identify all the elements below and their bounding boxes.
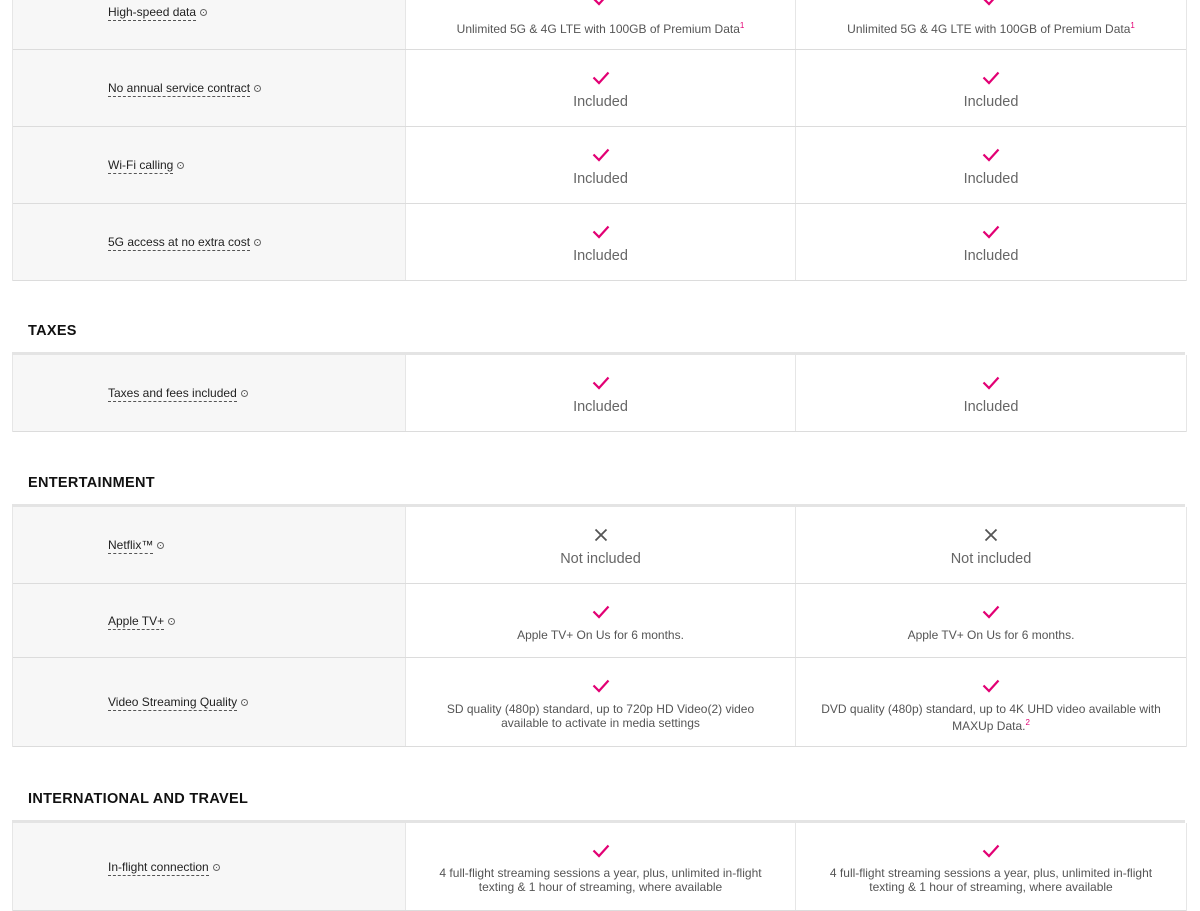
international-table [12, 823, 1187, 911]
plan-status: Included [573, 171, 628, 187]
feature-label-in-flight[interactable]: In-flight connection [108, 859, 209, 874]
plan-status: Included [573, 399, 628, 415]
check-icon [982, 679, 1000, 693]
table-row [13, 584, 1186, 658]
feature-cell [13, 584, 406, 657]
check-icon [982, 71, 1000, 85]
feature-cell [13, 127, 406, 203]
info-icon[interactable] [168, 618, 175, 625]
section-heading-international: INTERNATIONAL AND TRAVEL [28, 791, 249, 807]
table-row [13, 507, 1186, 584]
plan-note: 4 full-flight streaming sessions a year, plus, unlimited in-flight texting & 1 hour of streaming, where available [439, 866, 762, 894]
plan-a-cell [406, 823, 796, 910]
feature-label-apple-tv[interactable]: Apple TV+ [108, 613, 165, 628]
plan-note: DVD quality (480p) standard, up to 4K UHD video available with MAXUp Data. [821, 702, 1161, 733]
table-row [13, 204, 1186, 281]
feature-cell [13, 355, 406, 431]
check-icon [592, 71, 610, 85]
check-icon [982, 225, 1000, 239]
check-icon [982, 148, 1000, 162]
info-icon[interactable] [241, 699, 248, 706]
check-icon [592, 844, 610, 858]
table-row [13, 658, 1186, 747]
table-row [13, 355, 1186, 432]
plan-note: Apple TV+ On Us for 6 months. [517, 628, 684, 642]
section-heading-entertainment: ENTERTAINMENT [28, 475, 155, 491]
table-row [13, 50, 1186, 127]
table-row [13, 823, 1186, 911]
feature-cell [13, 0, 406, 49]
plan-note: Unlimited 5G & 4G LTE with 100GB of Premium Data [456, 22, 740, 36]
feature-label-netflix[interactable]: Netflix™ [108, 538, 154, 552]
info-icon[interactable] [157, 542, 164, 549]
close-icon [984, 528, 998, 542]
plan-b-cell [796, 355, 1186, 431]
plan-a-cell [406, 127, 796, 203]
check-icon [982, 0, 1000, 6]
plan-a-cell [406, 0, 796, 49]
entertainment-table [12, 507, 1187, 747]
feature-cell [13, 50, 406, 126]
info-icon[interactable] [254, 85, 261, 92]
plan-note: SD quality (480p) standard, up to 720p HD Video(2) video available to activate in media settings [446, 702, 755, 730]
footnote-link[interactable]: 1 [1130, 21, 1135, 30]
footnote-link[interactable]: 1 [739, 21, 745, 30]
check-icon [592, 605, 610, 619]
feature-label-5g-access[interactable]: 5G access at no extra cost [108, 235, 251, 249]
info-icon[interactable] [200, 9, 207, 16]
plan-b-cell [796, 823, 1186, 910]
plan-status: Included [963, 171, 1019, 187]
plan-b-cell [796, 0, 1186, 49]
plan-a-cell [406, 204, 796, 280]
plan-status: Not included [950, 551, 1032, 567]
info-icon[interactable] [177, 162, 184, 169]
plan-status: Included [963, 399, 1019, 415]
taxes-table [12, 355, 1187, 432]
table-row [13, 0, 1186, 50]
plan-status: Included [573, 94, 628, 110]
feature-cell [13, 507, 406, 583]
footnote-link[interactable]: 2 [1025, 718, 1030, 727]
plan-b-cell [796, 658, 1186, 746]
feature-cell [13, 658, 406, 746]
plan-a-cell [406, 507, 796, 583]
check-icon [592, 376, 610, 390]
plan-a-cell [406, 584, 796, 657]
info-icon[interactable] [213, 864, 220, 871]
check-icon [592, 679, 610, 693]
plan-b-cell [796, 584, 1186, 657]
plan-a-cell [406, 658, 796, 746]
check-icon [982, 844, 1000, 858]
plan-status: Included [963, 248, 1019, 264]
info-icon[interactable] [241, 390, 248, 397]
check-icon [592, 148, 610, 162]
info-icon[interactable] [254, 239, 261, 246]
plan-status: Included [573, 248, 628, 264]
check-icon [592, 0, 610, 6]
plan-b-cell [796, 204, 1186, 280]
section-heading-taxes: TAXES [28, 323, 77, 339]
feature-label-high-speed-data[interactable]: High-speed data [108, 5, 197, 19]
feature-label-wifi-calling[interactable]: Wi-Fi calling [108, 158, 174, 172]
plan-b-cell [796, 50, 1186, 126]
check-icon [982, 605, 1000, 619]
feature-label-video-streaming[interactable]: Video Streaming Quality [108, 695, 238, 709]
plan-b-cell [796, 127, 1186, 203]
plan-a-cell [406, 50, 796, 126]
plan-note: 4 full-flight streaming sessions a year, plus, unlimited in-flight texting & 1 hour of streaming, where available [829, 866, 1153, 894]
feature-cell [13, 823, 406, 910]
plan-status: Included [963, 94, 1019, 110]
plan-note: Unlimited 5G & 4G LTE with 100GB of Premium Data [847, 22, 1131, 36]
plan-note: Apple TV+ On Us for 6 months. [907, 628, 1075, 642]
feature-label-no-annual-contract[interactable]: No annual service contract [108, 81, 251, 95]
check-icon [592, 225, 610, 239]
feature-cell [13, 204, 406, 280]
check-icon [982, 376, 1000, 390]
feature-label-taxes-fees[interactable]: Taxes and fees included [108, 386, 237, 400]
plan-b-cell [796, 507, 1186, 583]
table-row [13, 127, 1186, 204]
plan-status: Not included [560, 551, 641, 567]
plan-a-cell [406, 355, 796, 431]
close-icon [594, 528, 608, 542]
plan-features-table [12, 0, 1187, 281]
